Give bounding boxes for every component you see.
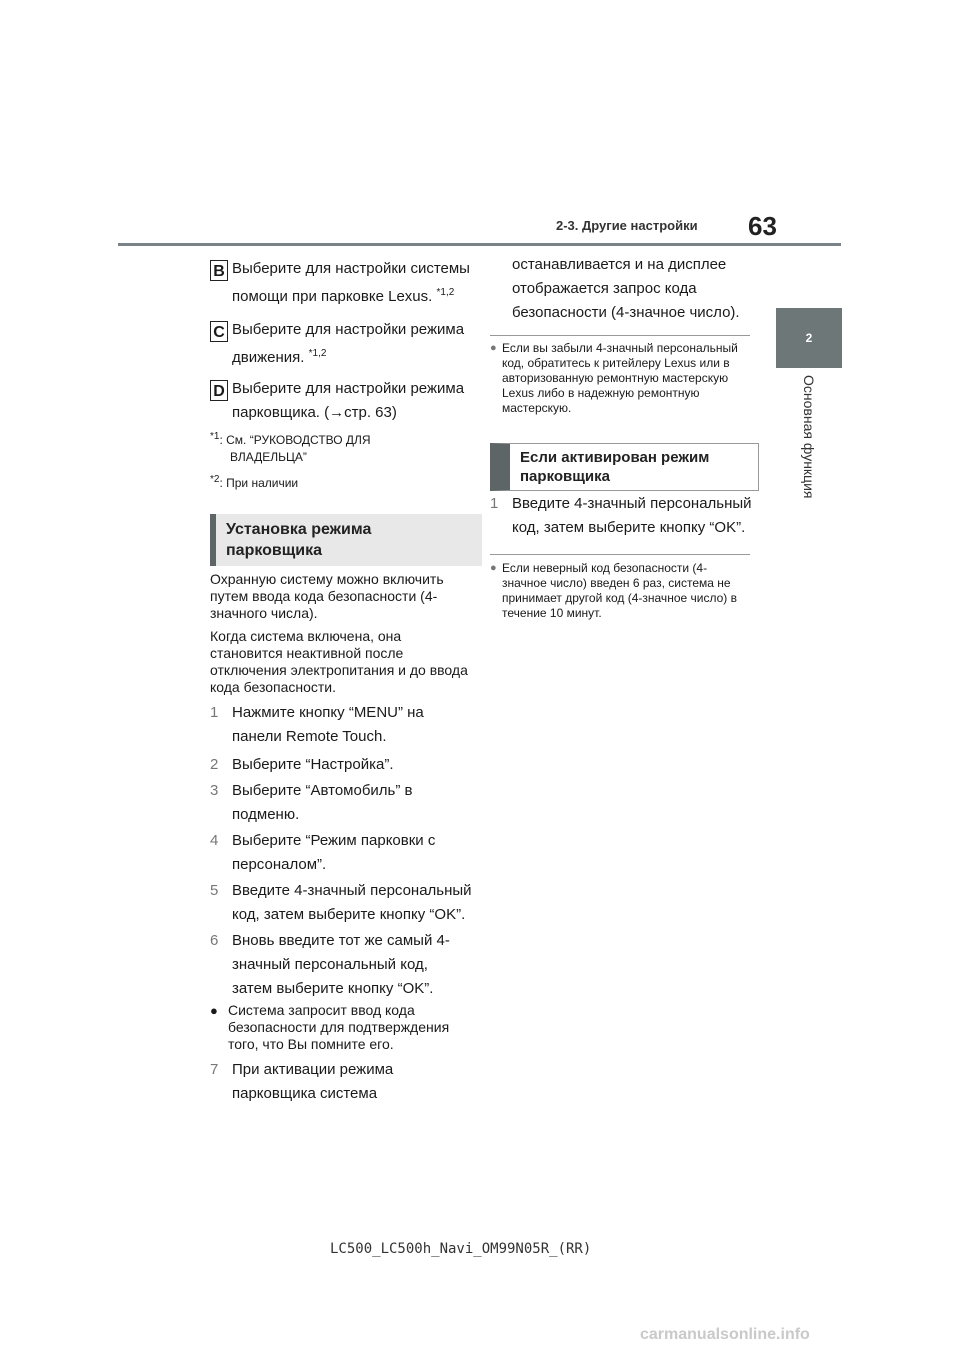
footnote-2-text: : При наличии <box>219 476 299 490</box>
footnote-2-mark: *2 <box>210 474 220 485</box>
step-3-line2: подменю. <box>232 806 300 823</box>
bullet-text: Система запросит ввод кода безопасности для подтверждения того, что Вы помните его. <box>228 1002 450 1052</box>
item-c-line2: движения. <box>232 349 305 366</box>
step-4-number: 4 <box>210 832 219 849</box>
step-6-line2: значный персональный код, <box>232 956 428 973</box>
col2-step-1-line1: Введите 4-значный персональный <box>512 495 752 512</box>
letter-d-icon: D <box>210 380 228 401</box>
step-7-line1: При активации режима <box>232 1061 394 1078</box>
step-7-number: 7 <box>210 1061 219 1078</box>
step-7-continued <box>512 253 774 325</box>
note-1-text: Если вы забыли 4-значный персональный код, обратитесь к ритейлеру Lexus или в авторизованную ремонтную мастерскую Lexus либо в надежную ремонтную мастерскую. <box>502 341 738 415</box>
step-5-line1: Введите 4-значный персональный <box>232 882 472 899</box>
step-6-line3: затем выберите кнопку “OK”. <box>232 980 434 997</box>
footnote-1 <box>210 428 472 466</box>
col2-step-1-number: 1 <box>490 495 499 512</box>
step-4-line1: Выберите “Режим парковки с <box>232 832 436 849</box>
step-3-number: 3 <box>210 782 219 799</box>
step-7-line2: парковщика система <box>232 1085 378 1102</box>
item-d-line2: парковщика. (→стр. 63) <box>232 404 397 421</box>
step-2 <box>210 753 472 777</box>
footnote-1-text2: ВЛАДЕЛЬЦА” <box>230 450 307 464</box>
step-5-number: 5 <box>210 882 219 899</box>
footnote-1-text: : См. “РУКОВОДСТВО ДЛЯ <box>219 433 371 447</box>
header-rule <box>118 243 841 246</box>
step-4 <box>210 829 472 877</box>
cont-line2: отображается запрос кода <box>512 280 697 297</box>
letter-b-icon: B <box>210 260 228 281</box>
step-1-line1: Нажмите кнопку “MENU” на <box>232 704 424 721</box>
step-7 <box>210 1058 472 1106</box>
item-c <box>210 318 472 370</box>
chapter-title <box>772 375 846 530</box>
footnote-1-mark: *1 <box>210 431 220 442</box>
step-2-line1: Выберите “Настройка”. <box>232 756 394 773</box>
step-4-line2: персоналом”. <box>232 856 327 873</box>
item-b <box>210 257 472 309</box>
note-2-rule <box>490 554 750 555</box>
note-1-rule <box>490 335 750 336</box>
footnote-2 <box>210 471 472 492</box>
bullet-confirm <box>210 1002 472 1053</box>
cont-line1: останавливается и на дисплее <box>512 256 727 273</box>
chapter-title-text: Основная функция <box>801 375 817 499</box>
note-1 <box>490 341 748 416</box>
step-1-number: 1 <box>210 704 219 721</box>
chapter-tab: 2 <box>776 308 842 368</box>
item-b-sup: *1,2 <box>436 287 455 298</box>
para-1: Охранную систему можно включить путем ввода кода безопасности (4-значного числа). <box>210 571 444 621</box>
note-2-text: Если неверный код безопасности (4-значное число) введен 6 раз, система не принимает другой код (4-значное число) в течение 10 минут. <box>502 561 737 620</box>
step-3-line1: Выберите “Автомобиль” в <box>232 782 413 799</box>
step-5-line2: код, затем выберите кнопку “OK”. <box>232 906 466 923</box>
section-heading-line1: Установка режима <box>226 521 372 538</box>
step-6 <box>210 929 472 1001</box>
section-header: 2-3. Другие настройки <box>556 218 698 233</box>
cont-line3: безопасности (4-значное число). <box>512 304 740 321</box>
col2-step-1-line2: код, затем выберите кнопку “OK”. <box>512 519 746 536</box>
step-1 <box>210 701 472 749</box>
note-dot-icon: ● <box>490 562 497 574</box>
item-d <box>210 377 472 425</box>
letter-c-icon: C <box>210 321 228 342</box>
step-6-number: 6 <box>210 932 219 949</box>
note-dot-icon: ● <box>490 342 497 354</box>
footer-doc-id: LC500_LC500h_Navi_OM99N05R_(RR) <box>330 1241 592 1257</box>
step-5 <box>210 879 472 927</box>
page-number: 63 <box>748 211 777 241</box>
item-b-line1: Выберите для настройки системы <box>232 260 470 277</box>
step-3 <box>210 779 472 827</box>
para-2: Когда система включена, она становится неактивной после отключения электропитания и до ввода кода безопасности. <box>210 628 468 695</box>
section-heading-line2: парковщика <box>226 542 322 559</box>
watermark: carmanualsonline.info <box>640 1326 810 1343</box>
item-b-line2: помощи при парковке Lexus. <box>232 288 433 305</box>
section-heading-valet <box>210 514 482 566</box>
subsection-heading-activated <box>490 443 759 491</box>
note-2 <box>490 561 748 621</box>
step-2-number: 2 <box>210 756 219 773</box>
step-6-line1: Вновь введите тот же самый 4- <box>232 932 450 949</box>
subsection-heading-line2: парковщика <box>520 468 610 485</box>
item-c-line1: Выберите для настройки режима <box>232 321 465 338</box>
bullet-dot-icon: ● <box>210 1003 218 1018</box>
step-1-line2: панели Remote Touch. <box>232 728 387 745</box>
item-d-line1: Выберите для настройки режима <box>232 380 465 397</box>
col2-step-1 <box>490 492 752 540</box>
item-c-sup: *1,2 <box>308 348 327 359</box>
subsection-heading-line1: Если активирован режим <box>520 449 710 466</box>
